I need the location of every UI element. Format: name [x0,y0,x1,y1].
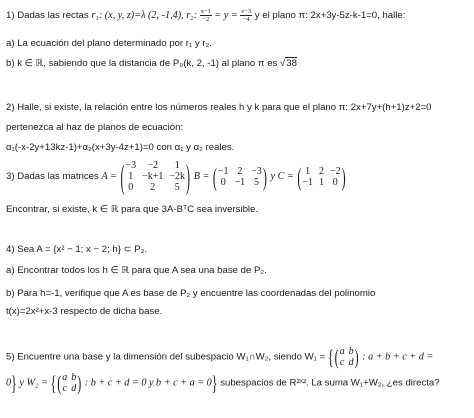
problem-5-question: subespacios de R²ˣ². La suma W₁+W₂, ¿es directa? [217,377,440,389]
matrix-a-cell: 2 [150,182,156,193]
fraction-z-denominator: −4 [242,16,250,23]
matrix-w2 [62,372,76,394]
lines-r1-r2: r₁: (x, y, z)=λ (2, -1,4), r₂: [91,10,200,22]
separator-y: y [270,171,278,183]
matrix-w1-cell: a [339,346,345,357]
fraction-z-numerator: z−3 [241,8,252,15]
problem-3-intro: 3) Dadas las matrices [6,171,102,183]
right-brace: } [211,370,218,396]
left-paren: ( [120,156,125,197]
left-brace: { [50,370,57,396]
matrix-a-cell: 0 [128,182,134,193]
matrix-b-name: B = [193,171,212,183]
matrix-b-cell: 0 [220,176,226,188]
matrix-w2-cell: b [71,372,77,383]
matrix-w1-cell: d [348,357,354,368]
right-paren: ) [77,370,82,396]
fraction-x-numerator: x−1 [200,8,211,15]
left-paren: ( [334,344,339,370]
matrix-c-cell: 0 [332,176,338,188]
problem-1-part-b-text: b) k ∈ ℝ, sabiendo que la distancia de P₀(k, 2, -1) al plano π es √ [6,58,286,69]
matrix-c-cell: −2 [329,165,341,177]
matrix-b-cell: 2 [237,165,243,177]
left-paren: ( [212,161,217,192]
problem-2-line-3: α₁(-x-2y+13kz-1)+α₂(x+3y-4z+1)=0 con α₁ y α₂ reales. [6,142,235,153]
right-paren: ) [186,156,191,197]
problem-4-part-b-line-1: b) Para h=-1, verifique que A es base de P₂ y encuentre las coordenadas del polinomio [6,288,376,299]
matrix-b-cell: −1 [234,176,246,188]
fraction-x-denominator: −2 [202,16,210,23]
matrix-a-cell: −2k [169,171,186,182]
sqrt-value: 38 [286,58,297,69]
w2-name: y W₂ = [16,377,51,389]
problem-1-part-b [6,58,297,70]
matrix-c-cell: 2 [318,165,324,177]
matrix-b-cell: −3 [251,165,262,177]
fraction-z [240,8,252,23]
matrix-a-cell: 5 [174,182,180,193]
left-brace: { [327,344,334,370]
equals-y: = y = [211,10,241,22]
matrix-a-cell: −3 [125,160,137,171]
matrix-a [125,160,185,193]
matrix-c [302,166,340,188]
matrix-w1-cell: c [339,357,345,368]
matrix-b-cell: −1 [217,165,229,177]
problem-2-line-1: 2) Halle, si existe, la relación entre los números reales h y k para que el plano π: 2x+7y+(h+1)z+2=0 [6,102,432,113]
matrix-a-name: A = [101,171,120,183]
w1-condition-end: 0 [6,377,12,389]
fraction-x [200,8,212,23]
problem-4-part-b-line-2: t(x)=2x²+x-3 respecto de dicha base. [6,306,163,317]
problem-4-part-a: a) Encontrar todos los h ∈ ℝ para que A sea una base de P₂. [6,265,267,276]
right-paren: ) [341,161,346,192]
matrix-c-cell: −1 [302,176,313,188]
problem-1-intro: 1) Dadas las rectas [6,10,92,22]
plane-pi: y el plano π: 2x+3y-5z-k-1=0, halle: [252,10,406,22]
right-paren: ) [354,344,359,370]
problem-4-statement: 4) Sea A = {x² − 1; x − 2; h} ⊂ P₂. [6,244,148,255]
problem-5-line-1 [6,346,433,369]
w1-condition: : a + b + c + d = [359,351,434,363]
matrix-w1-cell: b [348,346,354,357]
matrix-c-name: C = [277,171,297,183]
matrix-c-cell: 1 [318,176,324,188]
matrix-a-cell: −2 [147,160,159,171]
problem-3-matrices [6,156,347,197]
matrix-b-cell: 5 [253,176,259,188]
w2-condition: : b + c + d = 0 y b + c + a = 0 [82,377,212,389]
problem-1-statement [6,8,405,23]
matrix-w2-cell: c [62,383,67,394]
problem-3-question: Encontrar, si existe, k ∈ ℝ para que 3A-BᵀC sea inversible. [6,204,259,215]
problem-5-line-2 [6,372,440,395]
matrix-b [218,166,262,188]
matrix-w2-cell: a [62,372,68,383]
matrix-w1 [340,346,354,368]
matrix-a-cell: 1 [128,171,134,182]
right-paren: ) [262,161,267,192]
problem-1-part-a: a) La ecuación del plano determinado por r₁ y r₂. [6,38,212,49]
matrix-c-cell: 1 [305,165,311,177]
left-paren: ( [297,161,302,192]
matrix-w2-cell: d [71,383,77,394]
matrix-a-cell: 1 [174,160,180,171]
problem-5-intro: 5) Encuentre una base y la dimensión del subespacio W₁∩W₂, siendo W₁ = [6,351,328,363]
right-brace: } [11,370,17,396]
problem-2-line-2: pertenezca al haz de planos de ecuación: [6,122,184,133]
matrix-a-cell: −k+1 [142,171,164,182]
left-paren: ( [57,370,62,396]
